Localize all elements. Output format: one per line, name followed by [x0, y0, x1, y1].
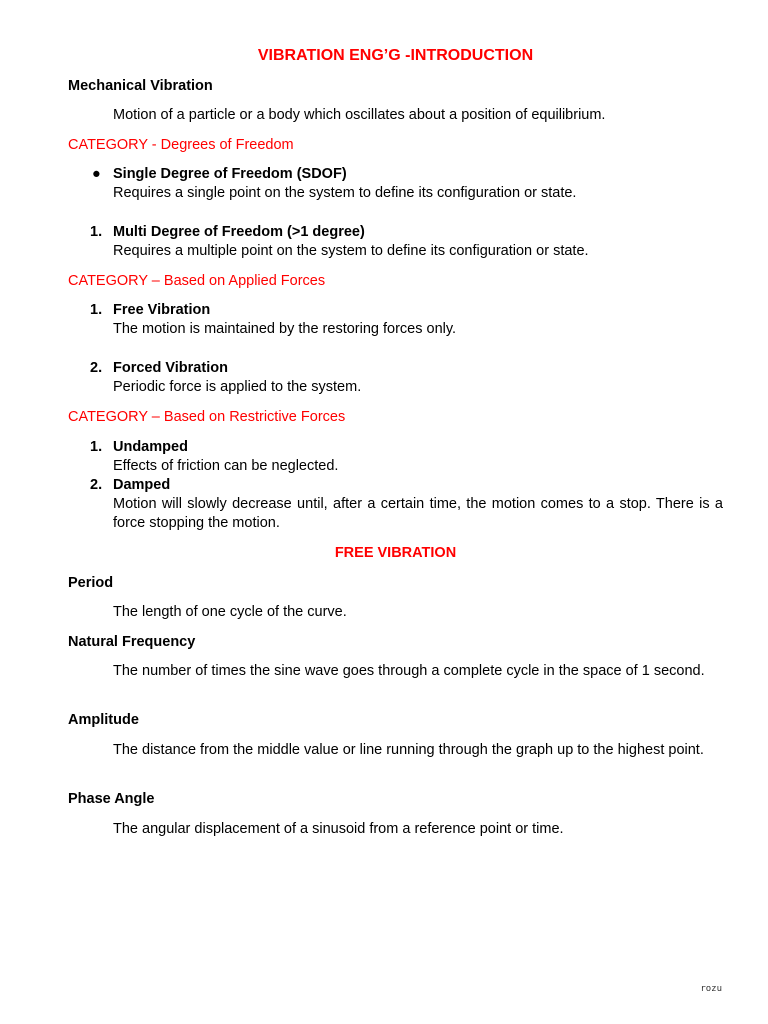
page-footer: rozu: [700, 984, 722, 994]
list-item-description: Periodic force is applied to the system.: [113, 379, 362, 395]
list-number: 2.: [90, 360, 103, 376]
term-heading-natural-frequency: Natural Frequency: [68, 634, 196, 650]
list-item-label: Forced Vibration: [113, 360, 228, 376]
list-item-label: Free Vibration: [113, 302, 211, 318]
category-applied-forces: CATEGORY – Based on Applied Forces: [68, 273, 326, 289]
list-item-description: Requires a multiple point on the system to define its configuration or state.: [113, 243, 589, 259]
term-heading-phase-angle: Phase Angle: [68, 791, 155, 807]
term-heading-period: Period: [68, 575, 114, 591]
document-title: VIBRATION ENG’G -INTRODUCTION: [257, 47, 534, 64]
term-text-amplitude: The distance from the middle value or line running through the graph up to the highest point.: [113, 742, 704, 758]
term-text-phase-angle: The angular displacement of a sinusoid from a reference point or time.: [113, 821, 564, 837]
free-vibration-title: FREE VIBRATION: [334, 545, 457, 561]
mechanical-vibration-text: Motion of a particle or a body which oscillates about a position of equilibrium.: [113, 107, 606, 123]
term-text-period: The length of one cycle of the curve.: [113, 604, 347, 620]
category-degrees-of-freedom: CATEGORY - Degrees of Freedom: [68, 137, 294, 153]
list-item-description: Effects of friction can be neglected.: [113, 458, 339, 474]
list-item-label: Undamped: [113, 439, 188, 455]
list-number: 1.: [90, 302, 103, 318]
list-number: 2.: [90, 477, 103, 493]
list-number: 1.: [90, 224, 103, 240]
list-item-label: Single Degree of Freedom (SDOF): [113, 166, 347, 182]
category-restrictive-forces: CATEGORY – Based on Restrictive Forces: [68, 409, 346, 425]
list-number: 1.: [90, 439, 103, 455]
list-item-label: Multi Degree of Freedom (>1 degree): [113, 224, 365, 240]
term-heading-amplitude: Amplitude: [68, 712, 139, 728]
term-text-natural-frequency: The number of times the sine wave goes through a complete cycle in the space of 1 second.: [113, 663, 705, 679]
list-item-label: Damped: [113, 477, 171, 493]
list-item-description: The motion is maintained by the restoring forces only.: [113, 321, 457, 337]
document-page: [68, 0, 723, 1024]
mechanical-vibration-heading: Mechanical Vibration: [68, 78, 213, 94]
list-item-description: Requires a single point on the system to define its configuration or state.: [113, 185, 577, 201]
list-item-description: Motion will slowly decrease until, after a certain time, the motion comes to a stop. There is a force stopping the motion.: [113, 496, 723, 531]
bullet-marker: ●: [92, 166, 101, 182]
